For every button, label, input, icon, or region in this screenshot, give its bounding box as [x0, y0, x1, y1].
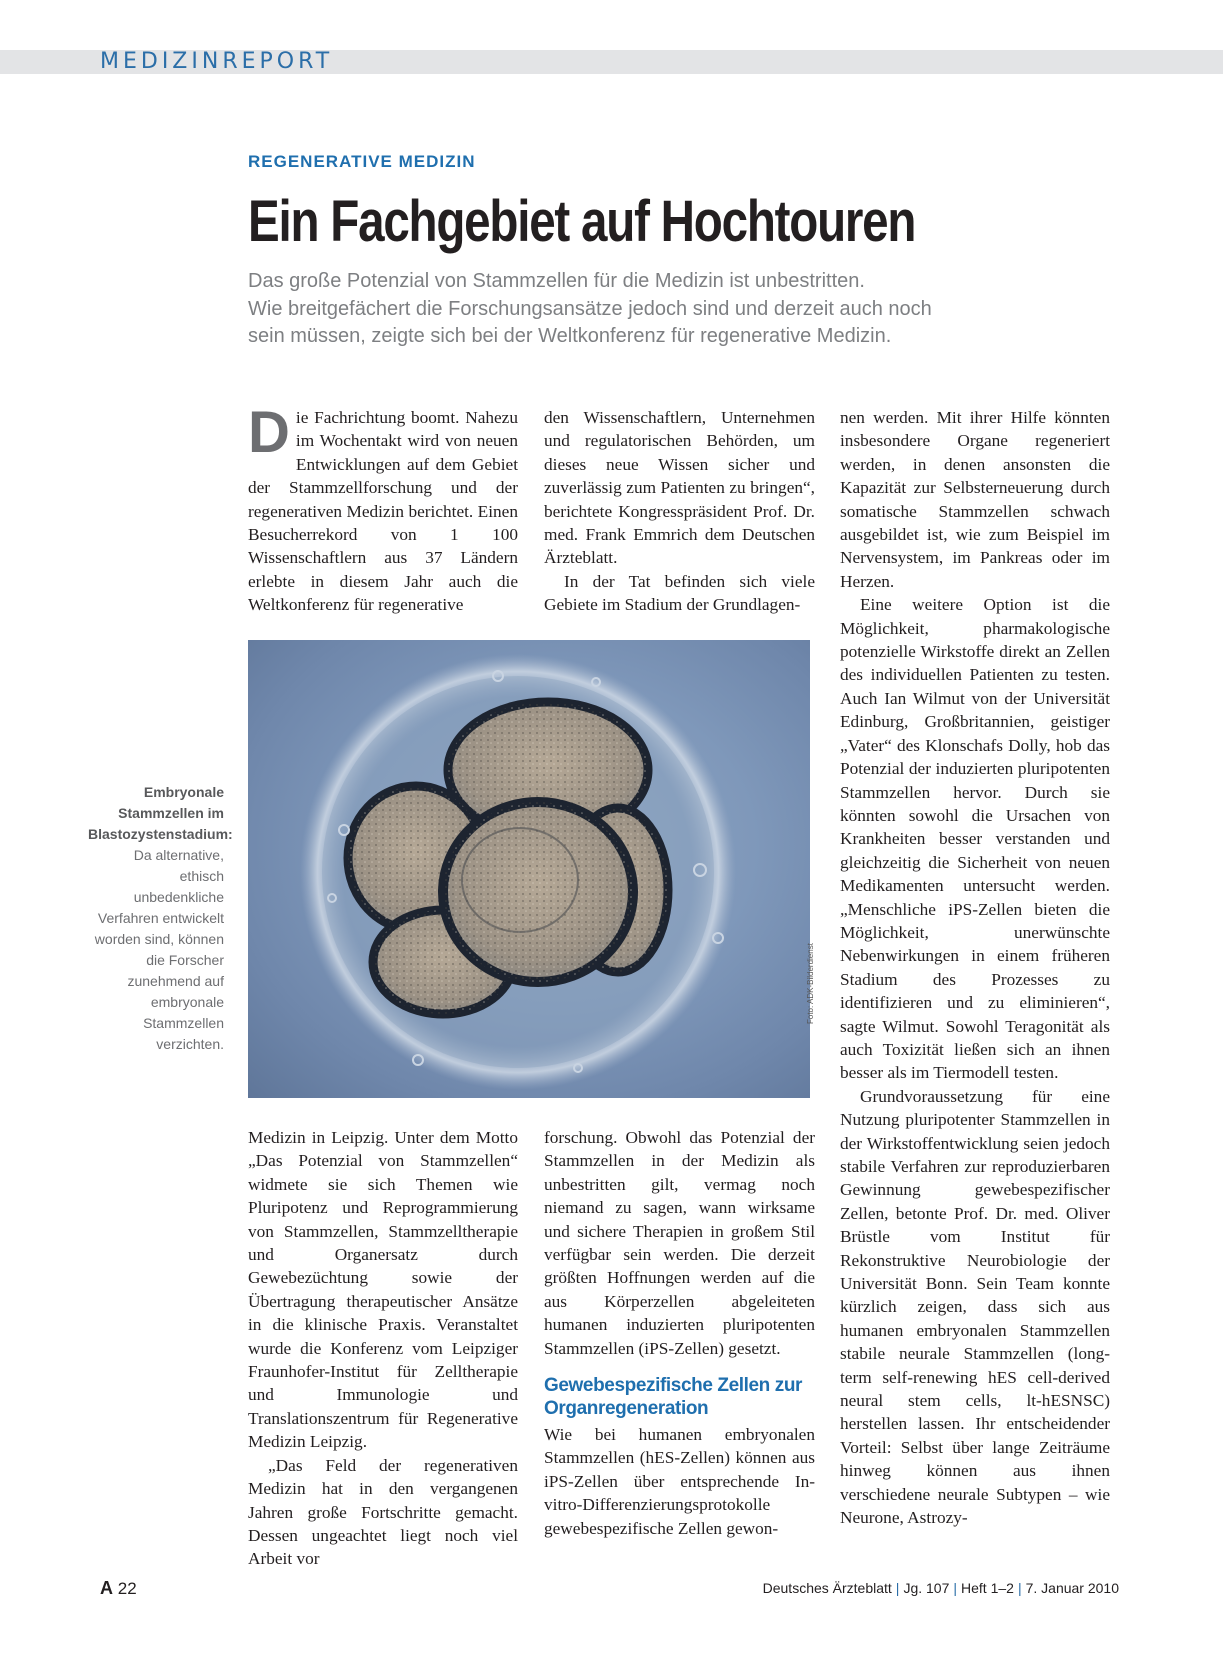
paragraph: forschung. Obwohl das Potenzial der Stammzellen in der Medizin als unbestritten gilt, vermag noch niemand zu sagen, wann wirksame und sichere Therapien in großem Stil verfügbar sein werden. Die derzeit größten Hoffnungen werden auf die aus Körperzellen abgeleiteten humanen induzierten pluripotenten Stammzellen (iPS-Zellen) gesetzt.	[544, 1128, 815, 1358]
caption-text: Da alternative, ethisch unbedenkliche Verfahren entwickelt worden sind, können die Forscher zunehmend auf embryonale Stammzellen verzichten.	[94, 847, 224, 1052]
column-3	[840, 406, 1110, 1530]
blastocyst-illustration	[248, 640, 810, 1098]
page-number-value: 22	[117, 1579, 137, 1598]
divider: |	[895, 1580, 900, 1596]
paragraph: Eine weitere Option ist die Möglichkeit, pharmakologische potenzielle Wirkstoffe direkt an Zellen des individuellen Patienten zu testen. Auch Ian Wilmut von der Universität Edinburg, Großbritannien, geistiger „Vater“ des Klonschafs Dolly, hob das Potenzial der induzierten pluripotenten Stammzellen hervor. Durch sie könnten sowohl die Ursachen von Krankheiten besser verstanden und gleichzeitig die Sicherheit von neuen Medikamenten untersucht werden. „Menschliche iPS-Zellen bieten die Möglichkeit, unerwünschte Nebenwirkungen in einem früheren Stadium des Prozesses zu identifizieren und zu eliminieren“, sagte Wilmut. Sowohl Teragonität als auch Toxizität ließen sich an ihnen besser als im Tiermodell testen.	[840, 595, 1110, 1083]
body-text: ie Fachrichtung boomt. Nahezu im Wochentakt wird von neuen Entwicklungen auf dem Gebiet der Stammzellforschung und der regenerativen Medizin berichtet. Einen Besucherrekord von 1 100 Wissenschaftlern aus 37 Ländern erlebte in diesem Jahr auch die Weltkonferenz für regenerative	[248, 408, 518, 615]
article-lead	[248, 268, 1088, 351]
journal-name: Deutsches Ärzteblatt	[762, 1580, 892, 1596]
lead-line: sein müssen, zeigte sich bei der Weltkonferenz für regenerative Medizin.	[248, 325, 892, 347]
article-kicker: REGENERATIVE MEDIZIN	[248, 152, 476, 171]
dropcap: D	[248, 400, 290, 465]
paragraph: Grundvoraussetzung für eine Nutzung pluripotenter Stammzellen in der Wirkstoffentwicklung seien jedoch stabile Verfahren zur reproduzierbaren Gewinnung gewebespezifischer Zellen, betonte Prof. Dr. med. Oliver Brüstle vom Institut für Rekonstruktive Neurobiologie der Universität Bonn. Sein Team konnte kürzlich zeigen, dass sich aus humanen embryonalen Stammzellen stabile neurale Stammzellen (long-term self-renewing hES cell-derived neural stem cells, lt-hESNSC) herstellen lassen. Ihr entscheidender Vorteil: Selbst über lange Zeiträume hinweg können aus ihnen verschiedene neurale Subtypen – wie Neurone, Astrozy-	[840, 1086, 1110, 1528]
column-1-bottom	[248, 1126, 518, 1571]
article-title: Ein Fachgebiet auf Hochtouren	[248, 189, 916, 254]
column-2-top	[544, 406, 815, 617]
embryo-photo	[248, 640, 810, 1098]
page-prefix: A	[100, 1578, 113, 1598]
column-1-top	[248, 400, 518, 617]
subheading: Gewebespezifische Zellen zur Organregeneration	[544, 1375, 803, 1420]
caption-bold: Embryonale Stammzellen im Blastozystenstadium:	[88, 784, 233, 842]
paragraph: „Das Feld der regenerativen Medizin hat in den vergangenen Jahren große Fortschritte gemacht. Dessen ungeachtet liegt noch viel Arbeit vor	[248, 1455, 518, 1569]
paragraph: den Wissenschaftlern, Unternehmen und regulatorischen Behörden, um dieses neue Wissen sicher und zuverlässig zum Patienten zu bringen“, berichtete Kongresspräsident Prof. Dr. med. Frank Emmrich dem Deutschen Ärzteblatt.	[544, 408, 815, 568]
paragraph: In der Tat befinden sich viele Gebiete im Stadium der Grundlagen-	[544, 571, 815, 615]
paragraph: nen werden. Mit ihrer Hilfe könnten insbesondere Organe regeneriert werden, in denen ansonsten die Kapazität zur Selbsterneuerung durch somatische Stammzellen schwach ausgebildet ist, wie zum Beispiel im Nervensystem, im Pankreas oder im Herzen.	[840, 408, 1110, 591]
paragraph: Wie bei humanen embryonalen Stammzellen (hES-Zellen) können aus iPS-Zellen über entsprechende In-vitro-Differenzierungsprotokolle gewebespezifische Zellen gewon-	[544, 1425, 815, 1538]
journal-footer	[763, 1580, 1119, 1596]
journal-issue: Heft 1–2	[961, 1580, 1014, 1596]
photo-credit: Foto: ADK-Bilderdienst	[806, 943, 815, 1024]
page-number	[100, 1578, 137, 1599]
section-label: MEDIZINREPORT	[100, 49, 334, 74]
lead-line: Wie breitgefächert die Forschungsansätze jedoch sind und derzeit auch noch	[248, 297, 932, 320]
column-2-bottom	[544, 1126, 815, 1540]
divider: |	[1017, 1580, 1022, 1596]
paragraph: Medizin in Leipzig. Unter dem Motto „Das Potenzial von Stammzellen“ widmete sie sich Themen wie Pluripotenz und Reprogrammierung von Stammzellen, Stammzelltherapie und Organersatz durch Gewebezüchtung sowie der Übertragung therapeutischer Ansätze in die klinische Praxis. Veranstaltet wurde die Konferenz vom Leipziger Fraunhofer-Institut für Zelltherapie und Immunologie und Translationszentrum für Regenerative Medizin Leipzig.	[248, 1128, 518, 1452]
lead-line: Das große Potenzial von Stammzellen für die Medizin ist unbestritten.	[248, 270, 865, 292]
figure-caption	[88, 782, 233, 1055]
journal-volume: Jg. 107	[903, 1580, 950, 1596]
divider: |	[953, 1580, 958, 1596]
journal-date: 7. Januar 2010	[1025, 1580, 1119, 1596]
